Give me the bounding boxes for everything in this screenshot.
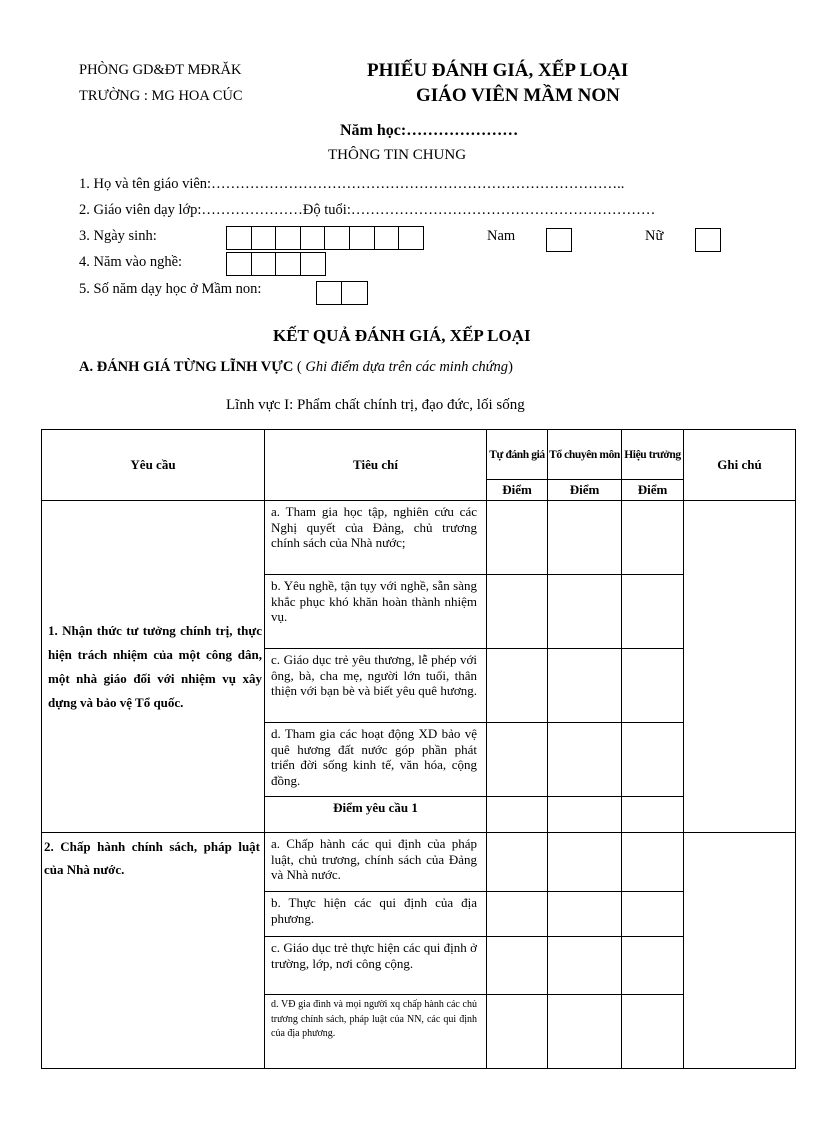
score-self-2a[interactable]: [487, 833, 548, 892]
score-group-2b[interactable]: [548, 892, 622, 937]
score-self-2b[interactable]: [487, 892, 548, 937]
score-self-1c[interactable]: [487, 649, 548, 723]
criterion-1a: a. Tham gia học tập, nghiên cứu các Nghị quyết của Đảng, chủ trương chính sách của Nhà nước;: [265, 501, 487, 575]
header-note: Ghi chú: [684, 430, 796, 501]
years-teaching-boxes[interactable]: [316, 281, 368, 305]
table-row: [42, 501, 796, 575]
female-checkbox[interactable]: [695, 228, 721, 252]
requirement-2-text: 2. Chấp hành chính sách, pháp luật của Nhà nước.: [44, 839, 260, 877]
start-year-label: 4. Năm vào nghề:: [79, 254, 183, 270]
header-self: Tự đánh giá: [487, 430, 548, 480]
score-principal-2b[interactable]: [622, 892, 684, 937]
requirement-1: [42, 501, 265, 833]
score-group-2d[interactable]: [548, 995, 622, 1069]
score-label-principal: Điểm: [622, 480, 684, 501]
score-principal-1a[interactable]: [622, 501, 684, 575]
score-self-2d[interactable]: [487, 995, 548, 1069]
evaluation-table: [41, 429, 796, 1069]
criterion-2c: c. Giáo dục trẻ thực hiện các qui định ở trường, lớp, nơi công cộng.: [265, 937, 487, 995]
score-self-1d[interactable]: [487, 723, 548, 797]
years-teaching-label: 5. Số năm dạy học ở Mầm non:: [79, 281, 262, 297]
general-info-title: THÔNG TIN CHUNG: [328, 147, 467, 163]
score-principal-2a[interactable]: [622, 833, 684, 892]
result-title: KẾT QUẢ ĐÁNH GIÁ, XẾP LOẠI: [273, 326, 531, 345]
total-group-1[interactable]: [548, 797, 622, 833]
header-requirement: Yêu cầu: [42, 430, 265, 501]
domain-title: Lĩnh vực I: Phẩm chất chính trị, đạo đức, lối sống: [226, 397, 525, 413]
requirement-1-text: 1. Nhận thức tư tưởng chính trị, thực hiện trách nhiệm của một công dân, một nhà giáo đối với nhiệm vụ xây dựng và bảo vệ Tổ quốc.: [48, 622, 262, 710]
start-year-boxes[interactable]: [226, 252, 326, 276]
header-principal: Hiệu trưởng: [622, 430, 684, 480]
section-a-paren-open: (: [293, 359, 306, 375]
org-school: TRƯỜNG : MG HOA CÚC: [79, 88, 243, 104]
org-department: PHÒNG GD&ĐT MĐRĂK: [79, 62, 242, 78]
score-principal-1c[interactable]: [622, 649, 684, 723]
header-criteria: Tiêu chí: [265, 430, 487, 501]
section-a-italic: Ghi điểm dựa trên các minh chứng: [305, 359, 509, 375]
score-group-2c[interactable]: [548, 937, 622, 995]
score-group-1c[interactable]: [548, 649, 622, 723]
school-year: Năm học:…………………: [340, 122, 519, 139]
requirement-2: [42, 833, 265, 1069]
birthdate-boxes[interactable]: [226, 226, 424, 250]
score-group-1a[interactable]: [548, 501, 622, 575]
score-principal-2c[interactable]: [622, 937, 684, 995]
score-principal-1d[interactable]: [622, 723, 684, 797]
form-title-line1: PHIẾU ĐÁNH GIÁ, XẾP LOẠI: [367, 60, 629, 81]
male-label: Nam: [487, 228, 516, 244]
teacher-name-line: 1. Họ và tên giáo viên:…………………………………………………………………………..: [79, 176, 625, 192]
class-line: 2. Giáo viên dạy lớp:…………………Độ tuổi:………………………………………………………: [79, 202, 656, 218]
section-a-heading: [79, 359, 513, 376]
score-label-group: Điểm: [548, 480, 622, 501]
note-requirement-2[interactable]: [684, 833, 796, 1069]
form-title-line2: GIÁO VIÊN MẦM NON: [416, 85, 620, 106]
criterion-2d: d. VĐ gia đình và mọi người xq chấp hành các chủ trương chính sách, pháp luật của NN, các qui định của địa phương.: [265, 995, 487, 1069]
score-group-2a[interactable]: [548, 833, 622, 892]
table-row: [42, 833, 796, 892]
birthdate-label: 3. Ngày sinh:: [79, 228, 157, 244]
score-principal-2d[interactable]: [622, 995, 684, 1069]
header-group: Tổ chuyên môn: [548, 430, 622, 480]
score-group-1d[interactable]: [548, 723, 622, 797]
male-checkbox[interactable]: [546, 228, 572, 252]
score-group-1b[interactable]: [548, 575, 622, 649]
section-a-bold: A. ĐÁNH GIÁ TỪNG LĨNH VỰC: [79, 359, 294, 375]
score-principal-1b[interactable]: [622, 575, 684, 649]
criterion-1d: d. Tham gia các hoạt động XD bảo vệ quê hương đất nước góp phần phát triển đời sống kinh tế, văn hóa, cộng đồng.: [265, 723, 487, 797]
female-label: Nữ: [645, 228, 664, 244]
criterion-1b: b. Yêu nghề, tận tụy với nghề, sẵn sàng khắc phục khó khăn hoàn thành nhiệm vụ.: [265, 575, 487, 649]
score-self-1a[interactable]: [487, 501, 548, 575]
criterion-2a: a. Chấp hành các qui định của pháp luật, chủ trương, chính sách của Đảng và Nhà nước.: [265, 833, 487, 892]
criterion-1c: c. Giáo dục trẻ yêu thương, lễ phép với ông, bà, cha mẹ, người lớn tuổi, thân thiện với bạn bè và biết yêu quê hương.: [265, 649, 487, 723]
score-self-1b[interactable]: [487, 575, 548, 649]
section-a-paren-close: ): [508, 359, 513, 375]
score-label-self: Điểm: [487, 480, 548, 501]
note-requirement-1[interactable]: [684, 501, 796, 833]
criterion-2b: b. Thực hiện các qui định của địa phương.: [265, 892, 487, 937]
total-principal-1[interactable]: [622, 797, 684, 833]
table-header-row: [42, 430, 796, 480]
total-requirement-1-label: Điểm yêu cầu 1: [265, 797, 487, 833]
total-self-1[interactable]: [487, 797, 548, 833]
score-self-2c[interactable]: [487, 937, 548, 995]
